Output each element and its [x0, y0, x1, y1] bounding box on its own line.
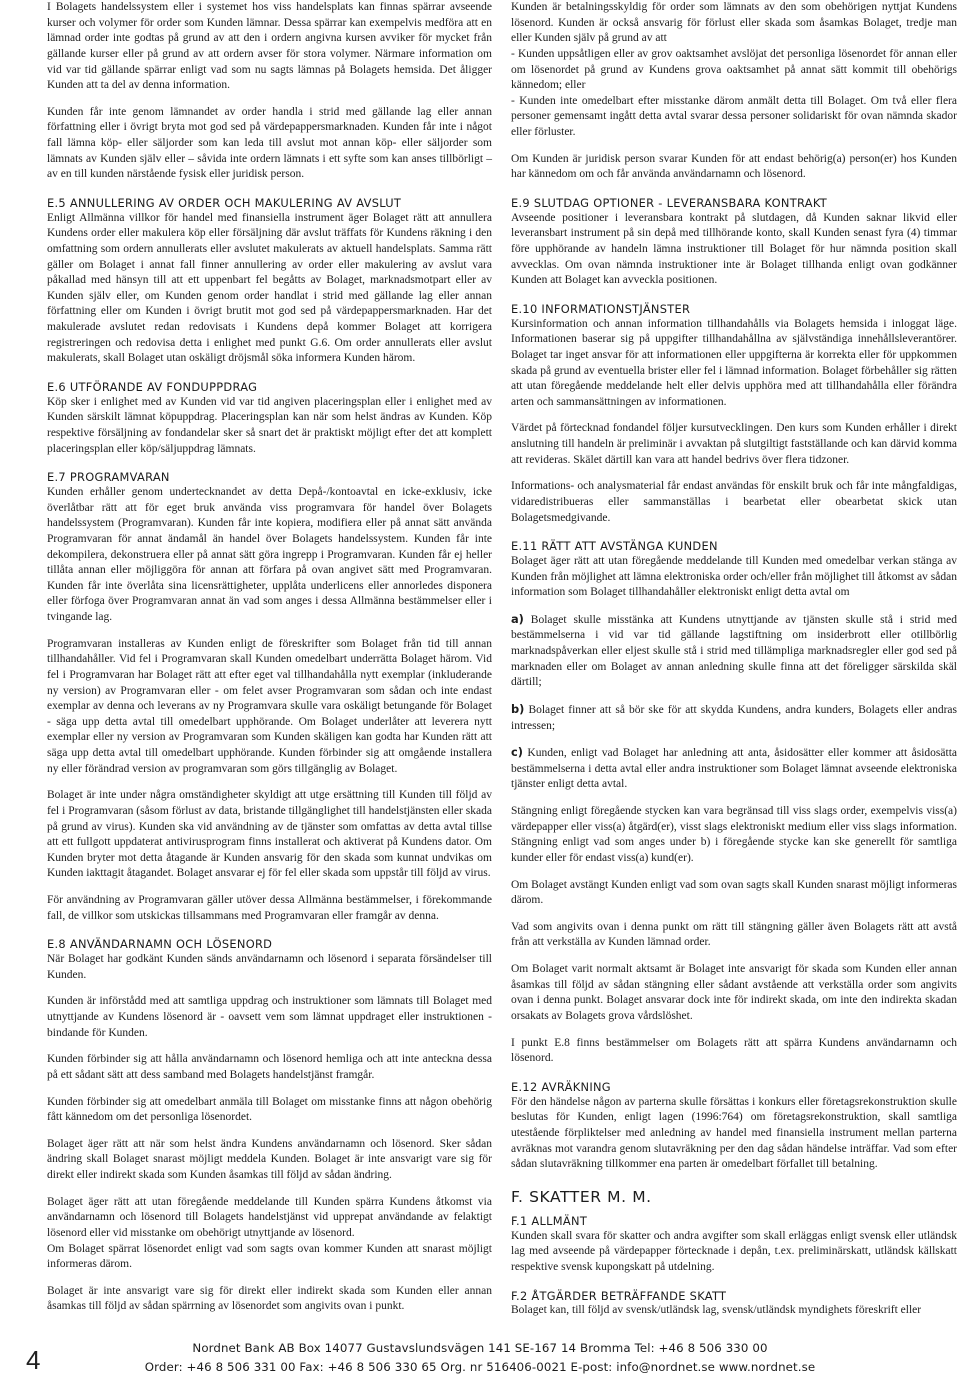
paragraph: Bolaget kan, till följd av svensk/utländsk lag, svensk/utländsk myndighets föreskrift eller [511, 1304, 922, 1317]
section-heading-e11: E.11 RÄTT ATT AVSTÄNGA KUNDEN [511, 539, 718, 554]
section-heading-e5: E.5 ANNULLERING AV ORDER OCH MAKULERING AV AVSLUT [47, 195, 402, 210]
paragraph: Om Bolaget spärrat lösenordet enligt vad som sagts ovan kommer Kunden att snarast möjligt informeras därom. [47, 1242, 492, 1271]
footer-contact-line: Order: +46 8 506 331 00 Fax: +46 8 506 330 65 Org. nr 516406-0021 E-post: info@nordnet.se www.nordnet.se [144, 1360, 816, 1374]
paragraph: Bolaget äger rätt att utan föregående meddelande till Kunden spärra Kundens åtkomst via användarnamn och lösenord till Bolagets handelstjänst vid upprepat användande av felaktigt lösenord eller vid misstanke om obehörigt utnyttjande av lösenord. [47, 1195, 492, 1239]
list-item: - Kunden inte omedelbart efter misstanke därom anmält detta till Bolaget. Om två eller flera personer gemensamt ingått detta avtal svarar dessa personer solidariskt för ovan nämnda skador eller förluster. [511, 94, 957, 138]
item-label: c) [511, 745, 523, 760]
right-column [511, 0, 957, 1330]
section-heading-f2: F.2 ÅTGÄRDER BETRÄFFANDE SKATT [511, 1288, 727, 1303]
paragraph: Om Bolaget avstängt Kunden enligt vad som ovan sagts skall Kunden snarast möjligt informeras därom. [511, 878, 957, 907]
paragraph: Kunden erhåller genom undertecknandet av detta Depå-/kontoavtal en icke-exklusiv, icke överlåtbar rätt att för eget bruk använda viss programvara för handel över Bolagets handelssystem (Programvaran). Kunden får inte kopiera, modifiera eller på annat sätt använda Programvaran för annat ändamål än handel över Bolagets handelssystem. Kunden får inte dekompilera, dekonstruera eller på annat sätt göra ingrepp i Programvaran. Kunden får ej heller tillåta annan eller möjliggöra för annan att förfara på ovan angivet sätt med Programvaran. Kunden får inte överlåta sina licensrättigheter, upplåta underlicens eller annorledes disponera eller förfoga över Programvaran annat än vad som anges i dessa Allmänna bestämmelser eller i tvingande lag. [47, 486, 492, 624]
paragraph: Informations- och analysmaterial får endast användas för enskilt bruk och får inte mångfaldigas, vidaredistribueras eller sammanställas i bearbetat eller obearbetat skick utan Bolagetsmedgivande. [511, 480, 957, 524]
paragraph: Köp sker i enlighet med av Kunden vid var tid angiven placeringsplan eller i enlighet med av Kunden särskilt lämnat köpuppdrag. Placeringsplan kan när som helst ändras av Kunden. Köp respektive försäljning av fondandelar sker så snart det är praktiskt möjligt efter det att komplett placeringsplan eller köp/säljuppdrag lämnats. [47, 395, 492, 455]
paragraph: För den händelse någon av parterna skulle försättas i konkurs eller företagsrekonstruktion skulle beslutas för Kunden, enligt lagen (1996:764) om företagsrekonstruktion, skall samtliga utestående förpliktelser med anledning av handel med finansiella instrument mellan parterna avräknas mot varandra genom slutavräkning per den dag sådan händelse inträffar. Vad som efter sådan slutavräkning tillkommer ena parten är omedelbart förfallet till betalning. [511, 1095, 957, 1171]
item-label: a) [511, 611, 524, 626]
paragraph: I Bolagets handelssystem eller i systemet hos viss handelsplats kan finnas spärrar avseende kurser och volymer för order som Kunden lämnar. Dessa spärrar kan exempelvis medföra att en lämnad order inte godtas på grund av att den i ordern angivna kursen avviker för mycket från gällande kurser eller på grund av att ordern avser för stora volymer. Närmare information om vid var tid gällande spärrar enligt vad som nu sagts lämnas på Bolagets hemsida. Det åligger Kunden att ta del av denna information. [47, 1, 492, 92]
paragraph: Kunden förbinder sig att hålla användarnamn och lösenord hemliga och att inte anteckna dessa på ett sådant sätt att dess samband med Bolagets handelstjänst framgår. [47, 1053, 492, 1081]
section-heading-f1: F.1 ALLMÄNT [511, 1213, 588, 1228]
section-heading-e7: E.7 PROGRAMVARAN [47, 470, 170, 485]
section-heading-e8: E.8 ANVÄNDARNAMN OCH LÖSENORD [47, 937, 273, 952]
paragraph: Kursinformation och annan information tillhandahålls via Bolagets hemsida i inloggat läge. Informationen baserar sig på uppgifter tillhandahållna av självständiga innehållsleverantörer. Bolaget tar inget ansvar för att informationen eller uppgifterna är korrekta eller för uppkommen skada på grund av eventuella brister eller fel i lämnad information. Bolaget förbehåller sig rätten att utan föregående meddelande helt eller delvis upphöra med att tillhandahålla eller förändra arten och sammansättningen av informationen. [511, 317, 957, 408]
list-item [511, 612, 957, 691]
item-text: Kunden, enligt vad Bolaget har anledning att anta, åsidosätter eller kommer att åsidosätta bestämmelserna i detta avtal eller andra instruktioner som Bolaget lämnat avseende elektroniska tjänster enligt detta avtal. [511, 747, 957, 791]
paragraph: Kunden skall svara för skatter och andra avgifter som skall erläggas enligt svensk eller utländsk lag med avseende på värdepapper förtecknade i depån, t.ex. preliminärskatt, utländsk källskatt respektive svensk kupongskatt på utdelning. [511, 1229, 957, 1273]
paragraph: Stängning enligt föregående stycken kan vara begränsad till viss slags order, exempelvis viss(a) värdepapper eller viss(a) åtgärd(er), visst slags elektroniskt medium eller viss slags information. Stängning enligt vad som anges under b) i föregående stycke kan ske generellt för samtliga kunder eller för endast viss(a) kund(er). [511, 805, 957, 864]
paragraph: Kunden förbinder sig att omedelbart anmäla till Bolaget om misstanke finns att någon obehörig fått kännedom om det personliga lösenordet. [47, 1095, 492, 1124]
paragraph: Vad som angivits ovan i denna punkt om rätt till stängning gäller även Bolagets rätt att avstå från att verkställa av Kunden lämnad order. [511, 920, 957, 949]
paragraph: Enligt Allmänna villkor för handel med finansiella instrument äger Bolaget rätt att annullera Kundens order eller makulera köp eller försäljning där avslut träffats för Kundens räkning i den omfattning som ordern annullerats eller avslutet makulerats av aktuell handelsplats. Samma rätt gäller om Bolaget i annat fall finner annullering av order eller makulering av avslut vara påkallad med hänsyn till att ett uppenbart fel begåtts av Bolaget, marknadsmotpart eller av Kunden själv eller, om Kunden genom order handlat i strid med gällande lag eller annan författning eller om Kunden i övrigt brutit mot god sed på värdepappersmarknaden. Har det makulerade avslutet redan redovisats i Kundens depå kommer Bolaget att korrigera registreringen och redovisa detta i enlighet med punkt G.6. Om order annullerats eller avslut makulerats, skall Bolaget utan oskäligt dröjsmål söka informera Kunden härom. [47, 211, 492, 365]
chapter-heading-f: F. SKATTER M. M. [511, 1187, 652, 1206]
paragraph: När Bolaget har godkänt Kunden sänds användarnamn och lösenord i separata försändelser till Kunden. [47, 953, 492, 981]
item-text: Bolaget finner att så bör ske för att skydda Kundens, andra kunders, Bolagets eller andras intressen; [511, 703, 957, 732]
left-column [47, 0, 492, 1326]
section-heading-e9: E.9 SLUTDAG OPTIONER - LEVERANSBARA KONTRAKT [511, 195, 827, 210]
paragraph: Om Bolaget varit normalt aktsamt är Bolaget inte ansvarigt för skada som Kunden eller annan åsamkas till följd av sådan stängning eller sådant avstående att verkställa order som angivits ovan i denna punkt. Bolaget ansvarar dock inte för indirekt skada, om inte den indirekta skadan orsakats av Bolagets grova vårdslöshet. [511, 963, 957, 1022]
paragraph: Bolaget äger rätt att när som helst ändra Kundens användarnamn och lösenord. Sker sådan ändring skall Bolaget snarast möjligt meddela Kunden. Bolaget är inte ansvarigt vare sig för direkt eller indirekt skada som Kunden åsamkas till följd av sådan ändring. [47, 1137, 492, 1182]
paragraph: Om Kunden är juridisk person svarar Kunden för att endast behörig(a) person(er) hos Kunden har kännedom om och får använda användarnamn och lösenord. [511, 152, 957, 181]
list-item [511, 745, 957, 793]
list-item: - Kunden uppsåtligen eller av grov oaktsamhet avslöjat det personliga lösenordet för annan eller om lösenordet på grund av Kundens grova oaktsamhet på annat sätt kommit till obehörigs kännedom; eller [511, 47, 957, 92]
section-heading-e6: E.6 UTFÖRANDE AV FONDUPPDRAG [47, 379, 258, 394]
section-heading-e10: E.10 INFORMATIONSTJÄNSTER [511, 301, 691, 316]
paragraph: Bolaget är inte ansvarigt vare sig för direkt eller indirekt skada som Kunden eller annan åsamkas till följd av sådan spärrning av lösenordet som angivits ovan i punkt. [47, 1284, 492, 1313]
paragraph: Bolaget är inte under några omständigheter skyldigt att utge ersättning till Kunden till följd av fel i Programvaran (såsom förlust av data, bristande tillgänglighet till handelstjänsten eller skada på grund av virus). Kunden ska vid användning av de tjänster som omfattas av detta avtal tillse att ett fullgott uppdaterat antivirusprogram finns installerat och aktiverat på Kundens dator. Om Kunden bryter mot detta åtagande är Kunden ansvarig för den skada som kunnat undvikas om Kunden iakttagit åtagandet. Bolaget ansvarar ej för fel eller skada som uppstår till följd av virus. [47, 789, 492, 880]
paragraph: Kunden är införstådd med att samtliga uppdrag och instruktioner som lämnats till Bolaget med utnyttjande av Kundens lösenord är - oavsett vem som lämnat uppdraget eller instruktionen - bindande för Kunden. [47, 995, 492, 1039]
item-text: Bolaget skulle misstänka att Kundens utnyttjande av tjänsten skulle stå i strid med bestämmelserna i vid var tid gällande lagstiftning om insiderbrott eller otillbörlig marknadspåverkan eller eljest skulle stå i strid med tillämpliga marknadsregler eller god sed på marknaden eller om Bolaget av annan anledning skulle finna att det föreligger särskilda skäl därtill; [511, 613, 957, 689]
paragraph: Kunden får inte genom lämnandet av order handla i strid med gällande lag eller annan författning eller i övrigt bryta mot god sed på värdepappersmarknaden. Kunden får inte i något fall lämna köp- eller säljorder som kan leda till avslut mot annan köp- eller säljorder som lämnats av Kunden själv eller – såvida inte ordern lämnats i ett syfte som kan anses tillbörligt – av en till kunden närstående fysisk eller juridisk person. [47, 105, 492, 181]
list-item [511, 702, 957, 734]
section-heading-e12: E.12 AVRÄKNING [511, 1079, 611, 1094]
footer-address-line: Nordnet Bank AB Box 14077 Gustavslundsvägen 141 SE-167 14 Bromma Tel: +46 8 506 330 00 [192, 1341, 768, 1355]
paragraph: I punkt E.8 finns bestämmelser om Bolagets rätt att spärra Kundens användarnamn och lösenord. [511, 1036, 957, 1065]
paragraph: För användning av Programvaran gäller utöver dessa Allmänna bestämmelser, i förekommande fall, de villkor som utskickas tillsammans med Programvaran eller framgår av denna. [47, 894, 492, 922]
page-number: 4 [26, 1345, 41, 1375]
paragraph: Kunden är betalningsskyldig för order som lämnats av den som obehörigen nyttjat Kundens lösenord. Kunden är också ansvarig för förlust eller skada som åsamkas Bolaget, tredje man eller Kunden själv på grund av att [511, 1, 957, 45]
paragraph: Programvaran installeras av Kunden enligt de föreskrifter som Bolaget från tid till annan tillhandahåller. Vid fel i Programvaran skall Kunden omedelbart underrätta Bolaget härom. Vid fel i Programvaran har Bolaget rätt att efter eget val tillhandahålla nytt exemplar (inkluderande ny version) av Programvaran eller - om felet avser Programvaran som sådan och inte endast exemplar av denna och leverans av ny Programvara skulle vara oskäligt betungande för Bolaget - säga upp detta avtal till omedelbart upphörande. Om Bolaget underlåter att leverera nytt exemplar eller ny version av Programvaran som Kunden skäligen kan godta har Kunden rätt att säga upp detta avtal till omedelbart upphörande. Kunden förbinder sig att omgående installera ny eller förändrad version av programvaran som görs tillgänglig av Bolaget. [47, 637, 492, 775]
item-label: b) [511, 701, 525, 716]
paragraph: Bolaget äger rätt att utan föregående meddelande till Kunden med omedelbar verkan stänga av Kunden från möjlighet att lämna elektroniska order och/eller från möjlighet till åtkomst av sådan information som Bolaget tillhandahåller elektroniskt enligt detta avtal om [511, 554, 957, 599]
paragraph: Värdet på förtecknad fondandel följer kursutvecklingen. Den kurs som Kunden erhåller i direkt anslutning till handeln är preliminär i avvaktan på slutgiltigt fastställande och kan därvid komma att revideras. Skälet därtill kan vara att handel bedrivs över flera tidzoner. [511, 422, 957, 466]
paragraph: Avseende positioner i leveransbara kontrakt på slutdagen, då Kunden saknar likvid eller leveransbart instrument på sin depå med tillhörande konto, skall Kunden senast fyra (4) timmar före upphörande av handeln lämna instruktioner till Bolaget för hur nämnda position skall avvecklas. Om ovan nämnda instruktioner inte är Bolaget tillhanda enligt ovan godkänner Kunden att Bolaget kan avveckla positionen. [511, 211, 957, 287]
